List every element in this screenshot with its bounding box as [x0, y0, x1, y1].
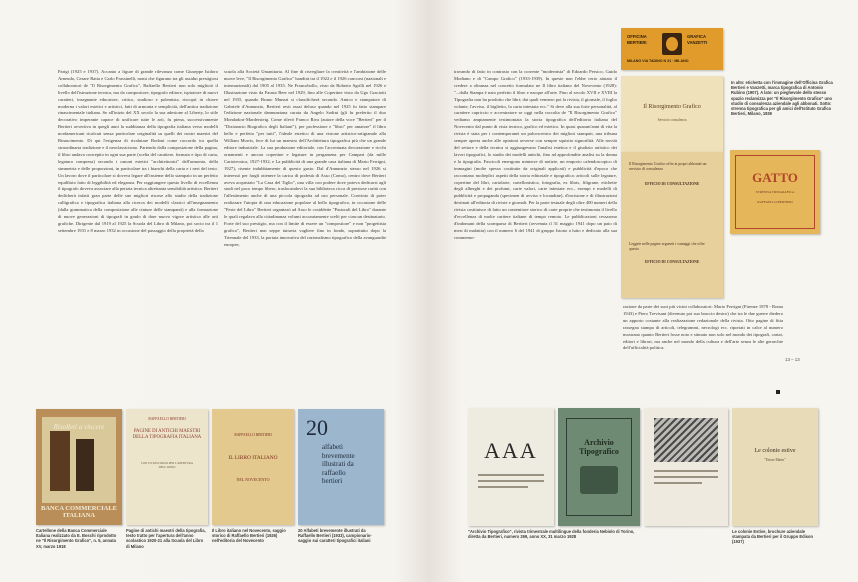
venti-alfabeti-text: alfabeti brevemente illustrati da raffaello bertieri — [322, 443, 355, 485]
caption-archivio-tipografico: "Archivio Tipografico", rivista trimestrale multilingue della fonderia Nebiolo di Torino, diretta da Bertieri, numero 269, anno XX, 31 marzo 1928 — [468, 529, 635, 540]
libro-italiano-title: IL LIBRO ITALIANO — [228, 455, 278, 461]
page-folio: 13 ‒ 13 — [785, 357, 800, 362]
archivio-title: Archivio Tipografico — [579, 438, 619, 456]
aaa-specimen-letters: AAA — [484, 438, 538, 463]
consulenza-folder-image — [621, 76, 723, 152]
officina-label-logo — [662, 33, 682, 55]
folder-inner-text-1: Il Risorgimento Grafico offre ai propri abbonati un servizio di consulenza — [629, 162, 707, 171]
antichi-maestri-title: PAGINE DI ANTICHI MAESTRI DELLA TIPOGRAFIA ITALIANA — [132, 429, 202, 440]
bank-poster-bank-name: BANCA COMMERCIALE ITALIANA — [40, 505, 118, 519]
caption-antichi-maestri: Pagine di antichi maestri della tipografia, testo tratto per l'apertura dell'anno scolastico 1920-21 alla Scuola del Libro di Milano — [126, 528, 206, 549]
folder-subtitle: Servizio consulenza — [657, 118, 687, 122]
officina-label-right: GRAFICA VANZETTI — [687, 34, 708, 45]
officina-label-image — [621, 28, 723, 70]
officina-label-address: MILANO VIA TADINO N 31 · MILANO — [627, 59, 689, 63]
bank-poster-slogan: Risolleti a vincere — [53, 423, 105, 431]
bank-poster-thumbnail — [36, 409, 122, 525]
right-page — [429, 0, 858, 582]
aaa-specimen-thumbnail — [468, 408, 554, 526]
right-page-column-3: travando di fatto in contrasto con la corrente "modernista" di Edoardo Persico, Guido Modiano e di "Campo Grafico" (1933-1939). In queste non l'ebbe certo aiutato il credere a oltranza nel concetto formulato ne Il libro italiano del Novecento (1928): "...dalla Stampa è nato perfetto il libro e nacque all'arte. Fino al secolo XVII e XVIII la Tipografia non ha prodotto che libri; dai quali vennero poi la rivista, il giornale, il foglio volante, l'avviso, il biglietto, la carta intestata ecc." Si deve alla sua forte personalità, al carattere capriccio e accentratore se oggi nella raccolta de "Il Risorgimento Grafico" vediamo ampiamente testimoniata la storia tipografica dell'editoria italiana del Novecento dal punto di vista tecnico, grafico ed estetico. In quasi quarant'anni di vita la rivista è stata per i contemporanei un palcoscenico dei migliori stampati, una tribuna sempre aperta anche alle opinioni avverse con sempre squisita signorilità. Alle novità del settore e della tecnica si aggiungevano l'analisi estetica e il giudizio artistico dei lavori tipografici, lo studio dei modelli antichi, fino ad approfondite analisi su la donna e la tipografia. Fascicoli emergono minierre di notizie, un emporio calendoscopico di immagini (molte spesso costituite da originali applicati) e pubblicità d'epoca che raccontano molteplici aspetti della storia editoriale e tipografica: articoli sulle legature, copertine del libri, cartolarie, cartellonistica, fotografia, ex libris, filigrane, etichette degli alberghi e dei profumi, carte valori, carte intestate ecc., esempi e modelli di pubblicità e propaganda (specimen di avviso e locandine), d'incisione e di illustrazioni destinati all'editoria di riviste e giornali. Per la parte testuale degli oltre 400 numeri della rivista costituisce di fatto un contenitore storico di carte proprie che testimonia il livello d'eccellenza di molte cartiere italiane di tempo remoto. Le pubblicazioni cessarono d'indomani della scomparsa di Bertieri (avvenuta il 31 maggio 1941 dopo un paio di mesi di malattia) con il numero 6 del 1941 di gruppo Istono a lutto e dedicato alla sua commemo- — [454, 69, 617, 240]
venti-alfabeti-thumbnail — [298, 409, 384, 525]
left-page-column-1: Parigi (1925 e 1937). Accanto a figure di grande rilevanza come Giuseppe Isidoro Arneudo, Cesare Ratta e Carlo Frassinelli, nomi che figurano tra gli assidui prestigiosi collaboratori de "Il Risorgimento Grafico", Raffaello Bertieri non solo migliorò il livello dell'istruzione tecnica, ma da compositore, tipografo editore, ispiratore di nuovi caratteri, insegnante educatore, critico, studioso e polemista, riscoprì in chiave moderna i valori estetici e artistici, fatti di armonia e semplicità, dell'antica tradizione rinascimentale italiana. Se all'inizio del XX secolo la sua adesione al Liberty, lo stile decorativo imperante capace di unificare tutte le arti, fu piena, successivamente Bertieri avvertiva in quegli anni la sudditanza della tipografia italiana verso modelli nordamericani ricalcati senza particolare originalità su quelli dei nostri maestri del Rinascimento. Di qui l'esigenza di rivalutare Bodoni come raccordo tra quella straordinaria tradizione e il neoclassicismo. Partendo dalla composizione della pagina, il libro andava concepito in ogni sua parte (scelta del carattere, formato e tipo di carta, legatura compresa) secondo i canoni estetici "architettonici" dell'armonia, della simmetria e delle proporzioni, in particolare tra i bianchi della carta e i neri del testo. Un lavoro dove il particolare si doveva legare all'insieme dello stampato in un perfetto equilibrio fatto di leggibilità ed eleganza. Per raggiungere questo livello di eccellenza il tipografo doveva associare alla perizia tecnica altrettanta sensibilità artistica. Bertieri dedicherà infatti gran parte delle sue migliori risorse allo studio della tradizione calligrafica e tipografica italiana alla ricerca dei modelli classici all'insegnamento (dalla grammatica della composizione alle cinture delle stampanti) e alla formazione di nuove generazioni di tipografi in grado di dare nuovo vigore artistico alle arti grafiche. Dirigente dal 1919 al 1925 la Scuola del Libro di Milano, poi socio tra il 1 settembre 1931 e 8 marzo 1932 in occasione del passaggio della proprietà della — [58, 69, 218, 233]
libro-italiano-subtitle: NEL NOVECENTO — [236, 477, 270, 482]
caption-bank-poster: Cartellone della Banca Commerciale Italiana realizzato da E. Boschi riprodotto ne "Il Risorgimento Grafico", n. 5, annata XV, marzo 1918 — [36, 528, 117, 549]
gatto-author: RAFFAELLO BERTIERI — [757, 200, 793, 204]
gatto-subtitle: STRENNA TIPOGRAFICA — [755, 190, 795, 194]
archivio-tipografico-thumbnail — [558, 408, 640, 526]
photo-page-thumbnail — [644, 408, 728, 526]
officina-label-left: OFFICINA BERTIERI — [627, 34, 647, 45]
libro-italiano-thumbnail — [212, 409, 294, 525]
side-caption: In alto: etichetta con l'immagine dell'Officina Grafica Bertieri e Vanzetti, marca tipografica di Antonio Rubino (1907). A lato: un pieghevole dello stesso spazio reclamizza per "Il Risorgimento Grafico" uno studio di consulenza aziendale agli abbonati. Sotto: strenna tipografica per gli amici dell'Istituto Grafico Bertieri, Milano, 1939 — [731, 80, 833, 117]
folder-inner-heading-2: UFFICIO DI CONSULTAZIONE — [644, 260, 700, 264]
consulenza-folder-inside-image — [621, 152, 723, 298]
colonie-title: Le colonie estive — [754, 448, 796, 454]
colonie-estive-thumbnail — [732, 408, 818, 526]
right-page-column-4: razione da parte dei suoi più vicini collaboratori: Mario Ferrigni (Firenze 1878 - Roma 1943) e Piero Trevisani (divenuto poi suo braccio destro) che tra le due guerre diedero un apporto costante alla realizzazione redazionale della rivista. Otto pagine di fitta rassegna stampa di articoli, telegrammi, necrologi ecc. riportati in calce al numero mostrano quanto Bertieri fosse noto e stimato non solo nel mondo dei tipografi, cartai, editori e librari, ma anche nel mondo della cultura e dell'arte senza le alte gerarchie dell'ufficialità politica. — [623, 304, 783, 351]
antichi-maestri-thumbnail — [126, 409, 208, 525]
antichi-maestri-subtitle: CON UN DISCORSO PER L'APERTURA DELL'ANNO — [140, 461, 194, 469]
libro-italiano-author: RAFFAELLO BERTIERI — [234, 433, 272, 437]
antichi-maestri-author: RAFFAELLO BERTIERI — [148, 417, 186, 421]
article-end-mark — [776, 390, 780, 394]
caption-colonie-estive: Le colonie Estive, brochure aziendale stampata da Bertieri per il Gruppo Edison (1937) — [732, 529, 813, 545]
folder-inner-heading-1: UFFICIO DI CONSULTAZIONE — [644, 182, 700, 186]
folder-title: Il Risorgimento Grafico — [643, 104, 701, 110]
left-page-column-2: scuola alla Società Umanitaria. Al fine di risvegliare la creatività e l'ambizione delle nuove leve, "Il Risorgimento Grafico" bandirà tra il 1922 e il 1926 concorsi (nazionali e internazionali) dal 1905 al 1935. Ne Francobollo, visto da Roberto Sgrilli nel 1926 e Illustrazione visto da Fausta Beer nel 1929, fino alle Copertine visto da Ugo Graciotti nel 1935, quando Bruno Munari si classificherà secondo. Amico e stampatore di Gabriele d'Annunzio, Bertieri resti assai deluso quando nel 1925 fu fatto stampare l'edizione nazionale dannunziana curata da Angelo Sodini (gli fu preferito il duo Mondadori-Mardersteig. Come rilevò Franco Riva (autore della voce "Bertieri" per il "Dizionario Biografico degli Italiani"), per professione e "libro" per amatore" il libro bello e perfetto "per tutti", l'ideale estetico di una visione artistico-artigianale alla William Morris, fece di lui un maestro dell'Architettura tipografica più che un grande editore industriale. La sua produzione editoriale, con l'accentuata decorazione e ricchi ornamenti e ancora copertine e legature in pergamena per Campari (da mille Cartotecnica, 1927-1932, e La pubblicità di una grande casa italiana di Mario Ferrigni, 1927), risente indubbiamente di questo gusto. Dal d'Annunzio stesso nel 1926 si interessò per fargli ottenere la carica di podestà di Asso (Como), centro dove Bertieri aveva acquistato "La Casa del Tiglio", una villa con podere dove poteva dedicarsi agli studi nel poco tempo libero, traslocandovi la sua biblioteca ricca di preziose rarità con l'allestimento anche di una piccola tipografia ad uso personale. Convinto di poter realizzare l'utopia di una educazione popolare al bello tipografico, in occasione delle "Feste del Libro" Bertieri organizzò ad Asso le cosiddette "Pastorali del Libro" durante le quali regalava alla cittadinanza volumi accuratamente scelti per ciascun destinatario. Forte del suo prestigio, ma con il limite di essere un "compositore" e non "progettista grafico", Bertieri non seppe tuttavia vagliere fino in fondo, soprattutto dopo la Triennale del 1933, la portata innovativa del razionalismo tipografico della avanguardie europee, — [224, 69, 386, 247]
gatto-strenna-image — [730, 150, 820, 234]
colonie-subtitle: "Ettore Marin" — [764, 458, 786, 462]
venti-alfabeti-number: 20 — [306, 415, 328, 440]
folder-inner-text-2: Leggete nelle pagine seguenti i vantaggi che offre questo — [629, 242, 705, 251]
gatto-title: GATTO — [752, 170, 798, 185]
caption-libro-italiano: Il Libro italiano nel Novecento, saggio storico di Raffaello Bertieri (1926) nell'editoria del Novecento — [212, 528, 286, 544]
caption-venti-alfabeti: 20 Alfabeti brevemente illustrati da Raffaello Bertieri (1933), campionario-saggio sui caratteri tipografici italiani — [298, 528, 372, 544]
